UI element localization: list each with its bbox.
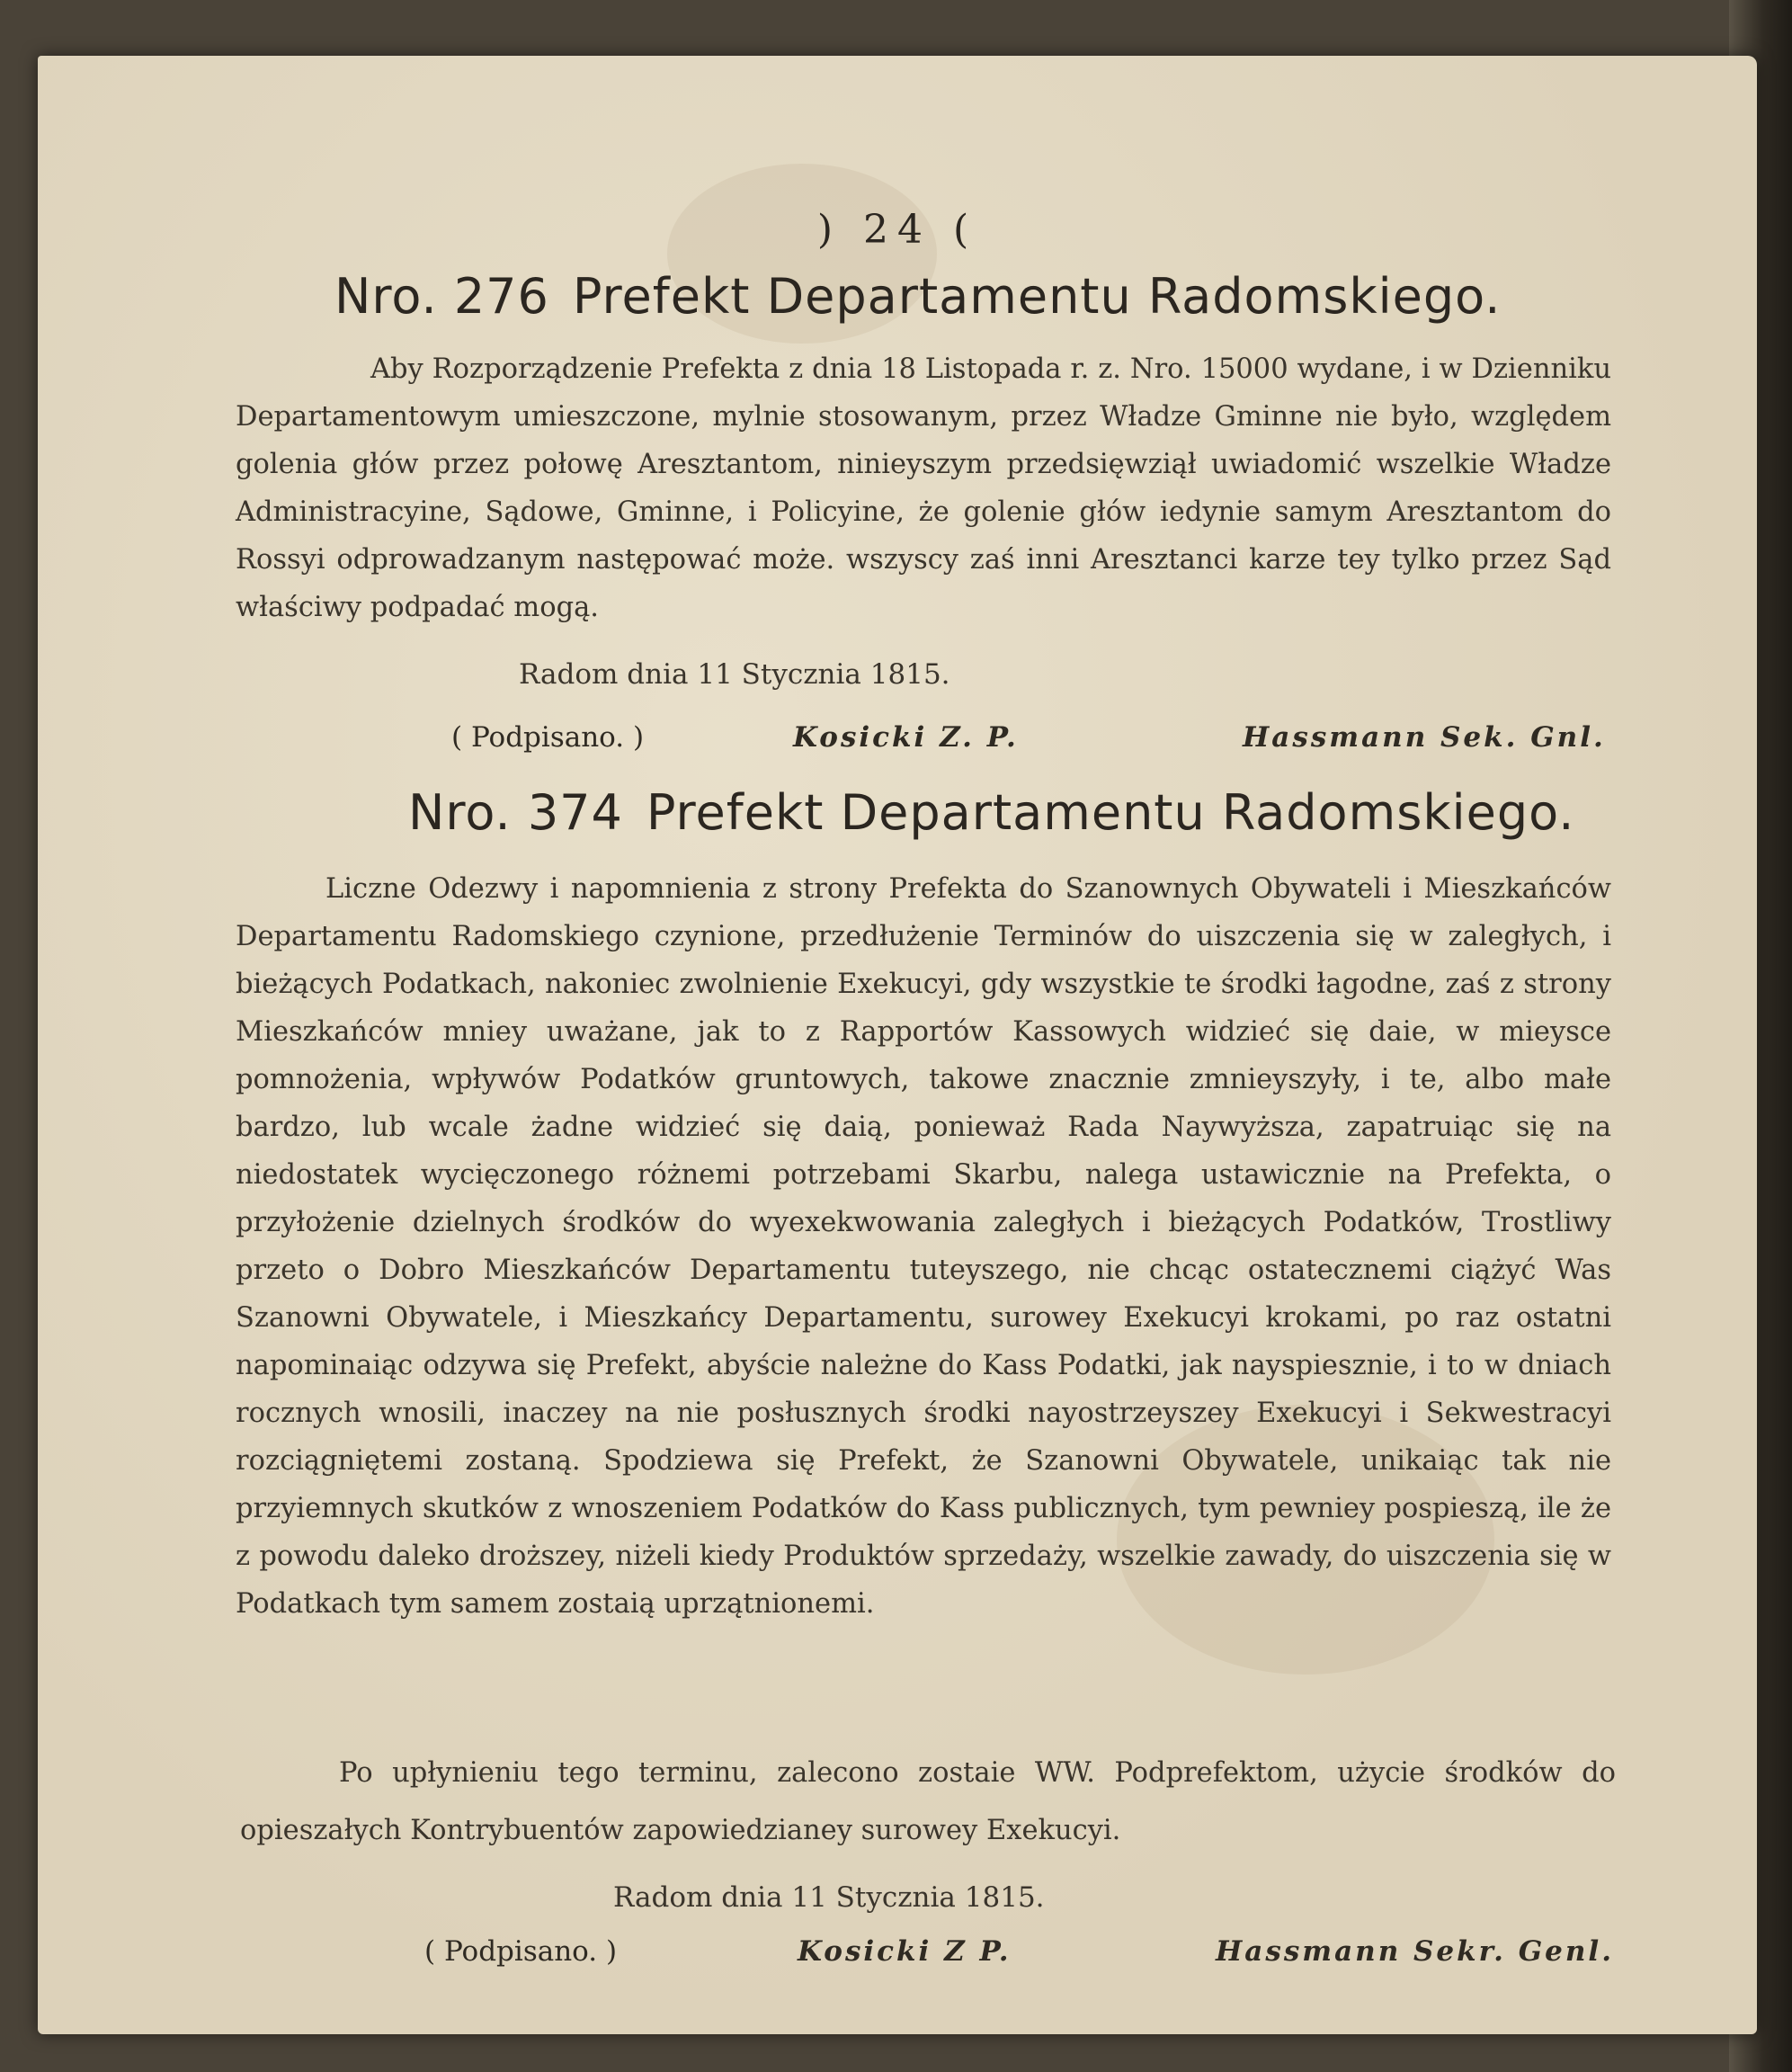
notice2-number: Nro. 374 — [408, 784, 623, 841]
notice2-dateline: Radom dnia 11 Stycznia 1815. — [613, 1881, 1045, 1914]
notice1-heading — [334, 268, 1719, 325]
notice1-body: Aby Rozporządzenie Prefekta z dnia 18 Listopada r. z. Nro. 15000 wydane, i w Dzienniku Departamentowym umieszczone, mylnie stosowanym, przez Władze Gminne nie było, względem golenia głów przez połowę Aresztantom, ninieyszym przedsięwziął uwiadomić wszelkie Władze Administracyine, Sądowe, Gminne, i Policyine, że golenie głów iedynie samym Aresztantom do Rossyi odprowadzanym następować może. wszyscy zaś inni Aresztanci karze tey tylko przez Sąd właściwy podpadać mogą. — [236, 353, 1611, 623]
notice2-signed: ( Podpisano. ) — [424, 1935, 618, 1968]
page-number: ) 24 ( — [816, 207, 978, 253]
notice2-signer1 — [798, 1935, 1012, 1968]
notice1-dateline: Radom dnia 11 Stycznia 1815. — [519, 658, 950, 691]
notice1-signed: ( Podpisano. ) — [451, 721, 645, 754]
notice1-title: Prefekt Departamentu Radomskiego. — [572, 268, 1502, 325]
notice1-signer2 — [1243, 721, 1606, 754]
notice2-closing: Po upłynieniu tego terminu, zalecono zostaie WW. Podprefektom, użycie środków do opieszałych Kontrybuentów zapowiedzianey surowey Exekucyi. — [240, 1757, 1616, 1846]
notice1-number: Nro. 276 — [334, 268, 549, 325]
document-page — [38, 56, 1757, 2034]
signer-name: Hassmann Sek. Gnl. — [1243, 721, 1606, 754]
notice1-signer1 — [793, 721, 1019, 754]
signer-name: Hassmann Sekr. Genl. — [1216, 1935, 1615, 1968]
signer-name: Kosicki Z. P. — [793, 721, 1019, 754]
notice2-signer2 — [1216, 1935, 1614, 1968]
notice2-heading — [408, 784, 1792, 841]
notice2-title: Prefekt Departamentu Radomskiego. — [646, 784, 1575, 841]
signer-name: Kosicki Z P. — [798, 1935, 1012, 1968]
notice2-body: Liczne Odezwy i napomnienia z strony Prefekta do Szanownych Obywateli i Mieszkańców Departamentu Radomskiego czynione, przedłużenie Terminów do uiszczenia się w zaległych, i bieżących Podatkach, nakoniec zwolnienie Exekucyi, gdy wszystkie te środki łagodne, zaś z strony Mieszkańców mniey uważane, jak to z Rapportów Kassowych widzieć się daie, w mieysce pomnożenia, wpływów Podatków gruntowych, takowe znacznie zmnieyszyły, i te, albo małe bardzo, lub wcale żadne widzieć się daią, ponieważ Rada Naywyższa, zapatruiąc się na niedostatek wycięczonego różnemi potrzebami Skarbu, nalega ustawicznie na Prefekta, o przyłożenie dzielnych środków do wyexekwowania zaległych i bieżących Podatków, Trostliwy przeto o Dobro Mieszkańców Departamentu tuteyszego, nie chcąc ostatecznemi ciążyć Was Szanowni Obywatele, i Mieszkańcy Departamentu, surowey Exekucyi krokami, po raz ostatni napominaiąc odzywa się Prefekt, abyście należne do Kass Podatki, jak nayspiesznie, i to w dniach rocznych wnosili, inaczey na nie posłusznych środki nayostrzeyszey Exekucyi i Sekwestracyi rozciągniętemi zostaną. Spodziewa się Prefekt, że Szanowni Obywatele, unikaiąc tak nie przyiemnych skutków z wnoszeniem Podatków do Kass publicznych, tym pewniey pospieszą, ile że z powodu daleko droższey, niżeli kiedy Produktów sprzedaży, wszelkie zawady, do uiszczenia się w Podatkach tym samem zostaią uprzątnionemi. — [236, 873, 1611, 1620]
